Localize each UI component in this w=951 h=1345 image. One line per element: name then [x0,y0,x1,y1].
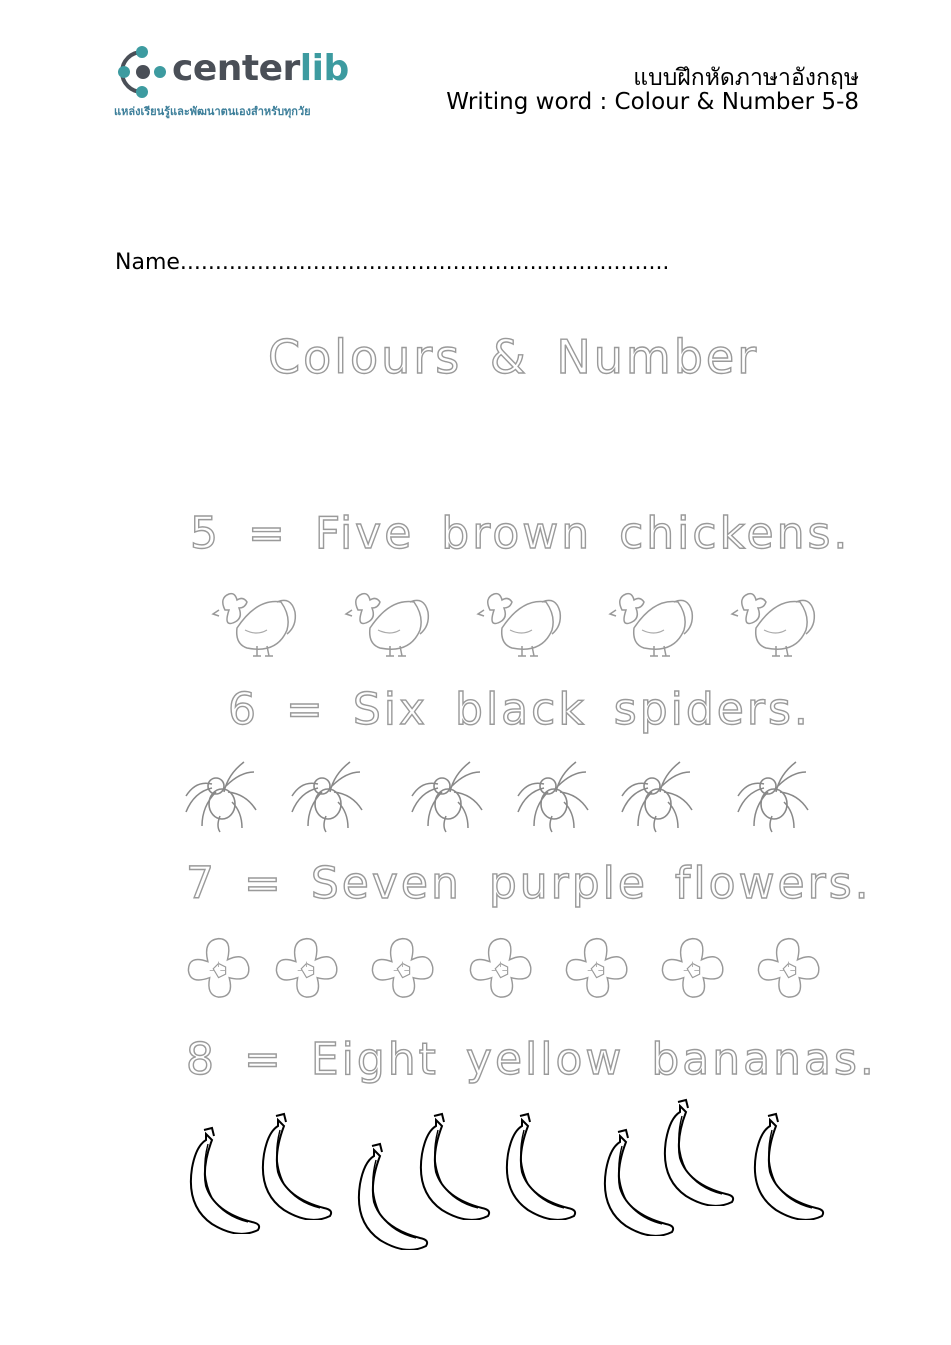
spider-icon [612,752,700,836]
banana-icon [658,1096,742,1206]
chicken-icon [592,580,700,664]
spider-icon [402,752,490,836]
logo [112,42,382,122]
flower-icon [458,928,536,1006]
flower-icon [554,928,632,1006]
flower-icon [746,928,824,1006]
logo-tagline: แหล่งเรียนรู้และพัฒนาตนเองสำหรับทุกวัย [114,105,311,118]
spider-icon [282,752,370,836]
banana-icon [500,1110,584,1220]
flower-icon [650,928,728,1006]
flower-icon [360,928,438,1006]
chicken-icon [714,580,822,664]
sentence-eight: 8 = Eight yellow bananas. [186,1034,877,1085]
spider-icon [508,752,596,836]
chicken-icon [195,580,303,664]
name-field[interactable]: Name...................................................................... [115,250,670,275]
logo-wordmark: centerlib [172,48,349,89]
header-title-english: Writing word : Colour & Number 5-8 [446,89,859,115]
chicken-icon [328,580,436,664]
logo-mark-icon [112,42,172,102]
spider-icon [176,752,264,836]
flower-icon [176,928,254,1006]
sentence-six: 6 = Six black spiders. [228,684,811,735]
chicken-icon [460,580,568,664]
spider-icon [728,752,816,836]
worksheet-title: Colours & Number [268,330,760,384]
flower-icon [264,928,342,1006]
sentence-seven: 7 = Seven purple flowers. [186,858,872,909]
banana-icon [256,1110,340,1220]
header-title-thai: แบบฝึกหัดภาษาอังกฤษ [633,65,859,91]
banana-icon [414,1110,498,1220]
sentence-five: 5 = Five brown chickens. [190,508,851,559]
banana-icon [748,1110,832,1220]
